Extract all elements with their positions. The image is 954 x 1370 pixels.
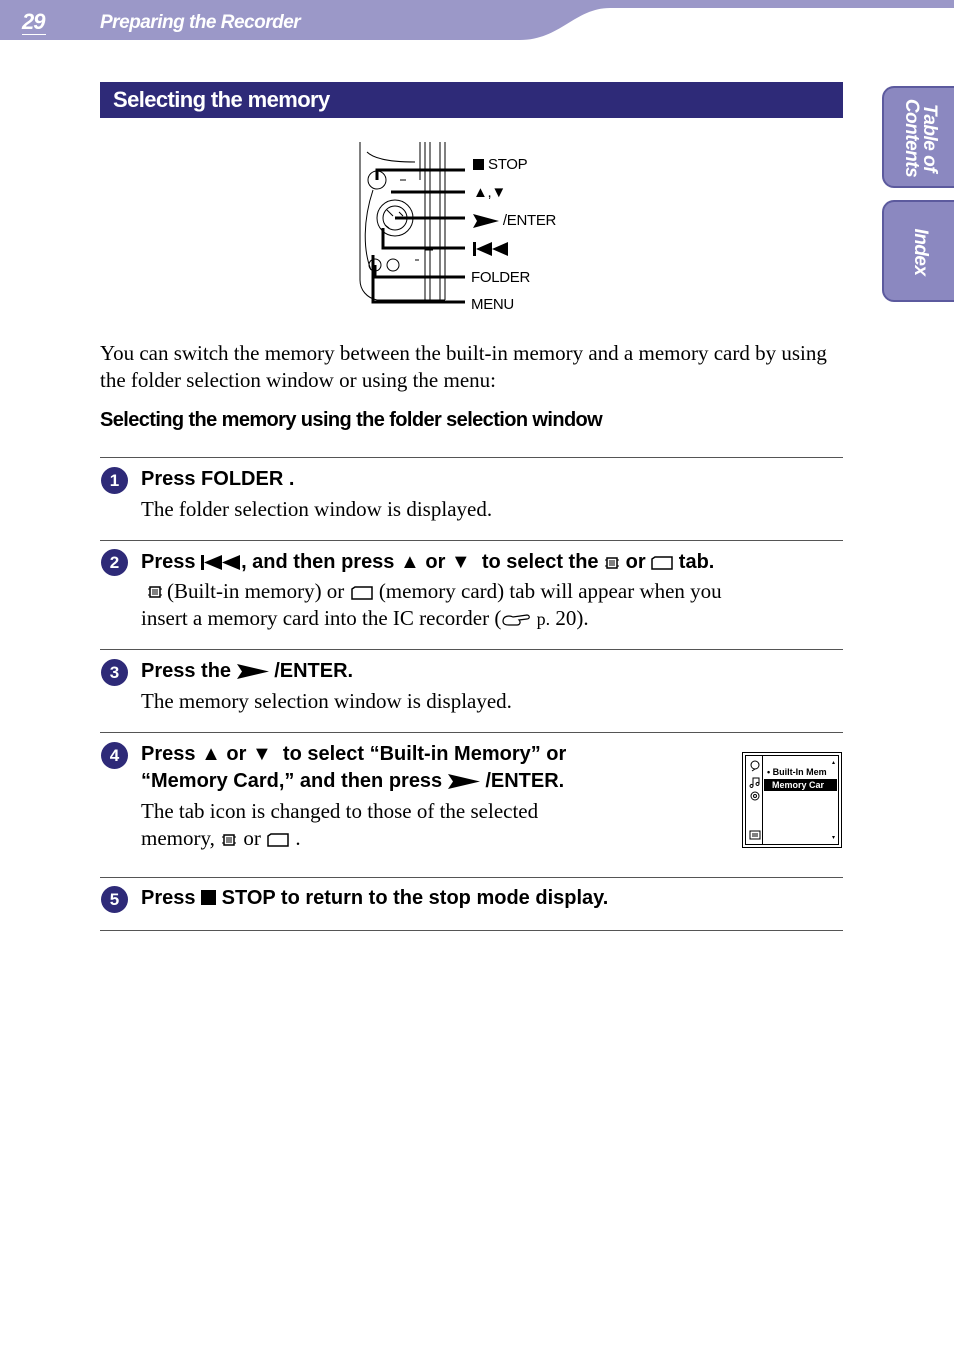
step-number: 4: [101, 742, 128, 769]
rewind-icon: [473, 242, 509, 256]
memory-card-icon: [266, 832, 290, 848]
step-number: 2: [101, 549, 128, 576]
page-number-underline: [22, 34, 46, 35]
up-arrow-icon: ▲: [400, 551, 420, 573]
intro-paragraph: You can switch the memory between the built-in memory and a memory card by using the folder selection window or using the menu:: [100, 341, 827, 392]
built-in-memory-icon: [220, 832, 238, 848]
step-2-title: Press , and then press ▲ or ▼ to select the or tab.: [141, 551, 715, 573]
stop-label: STOP: [473, 156, 527, 173]
step-number: 1: [101, 467, 128, 494]
built-in-memory-icon: [749, 830, 761, 840]
down-arrow-icon: ▼: [251, 743, 272, 765]
sub-heading: Selecting the memory using the folder selection window: [100, 409, 603, 431]
index-tab-label: Index: [910, 228, 931, 276]
lcd-display-illustration: [742, 752, 842, 848]
recorder-illustration: [355, 140, 575, 313]
memory-card-icon: [651, 556, 673, 570]
up-arrow-icon: ▲: [201, 743, 221, 765]
step-divider: [100, 540, 843, 541]
lcd-scroll-down-icon: ▾: [831, 835, 835, 841]
step-number: 5: [101, 886, 128, 913]
up-down-label: ▲,▼: [473, 184, 506, 201]
step-4-description-line2: memory, or .: [141, 826, 301, 850]
rewind-icon: [201, 555, 241, 570]
play-icon: [473, 214, 499, 228]
rewind-label: [473, 240, 509, 257]
step-2-description-line2: insert a memory card into the IC recorder ( p. 20).: [141, 606, 589, 630]
down-arrow-icon: ▼: [450, 551, 471, 573]
step-3-title: Press the /ENTER.: [141, 660, 354, 682]
chapter-title: Preparing the Recorder: [100, 12, 301, 33]
play-icon: [237, 664, 269, 679]
section-title-bar: [100, 82, 843, 118]
lcd-item-memory-card-selected: Memory Car: [764, 779, 837, 791]
step-4-title-line1: Press ▲ or ▼ to select “Built-in Memory” or: [141, 743, 567, 765]
step-1-title: Press FOLDER .: [141, 468, 295, 490]
folder-label: FOLDER: [471, 269, 531, 286]
step-3-description: The memory selection window is displayed.: [141, 689, 512, 713]
enter-label: /ENTER: [473, 212, 556, 229]
stop-icon: [473, 159, 484, 170]
step-4-description-line1: The tab icon is changed to those of the selected: [141, 799, 539, 823]
lcd-scroll-up-icon: ▴: [831, 760, 835, 766]
up-arrow-icon: ▲: [473, 184, 488, 201]
table-of-contents-tab[interactable]: [882, 86, 954, 188]
step-number: 3: [101, 659, 128, 686]
step-divider: [100, 649, 843, 650]
step-divider: [100, 877, 843, 878]
page-number: 29: [22, 9, 45, 34]
step-2-description-line1: (Built-in memory) or (memory card) tab will appear when you: [141, 578, 722, 605]
built-in-memory-icon: [141, 584, 167, 600]
step-divider: [100, 930, 843, 931]
down-arrow-icon: ▼: [491, 184, 506, 201]
step-divider: [100, 457, 843, 458]
step-5-title: Press STOP to return to the stop mode display.: [141, 887, 609, 909]
play-icon: [448, 774, 480, 789]
memory-card-icon: [350, 585, 374, 601]
lcd-item-built-in: • Built-In Mem: [767, 767, 827, 777]
menu-label: MENU: [471, 296, 514, 313]
lcd-tab-icons: [749, 760, 763, 802]
step-divider: [100, 732, 843, 733]
index-tab[interactable]: [882, 200, 954, 302]
stop-icon: [201, 890, 216, 905]
step-4-title-line2: “Memory Card,” and then press /ENTER.: [141, 770, 565, 792]
lcd-divider: [762, 756, 763, 844]
toc-tab-label: Table of Contents: [901, 98, 940, 178]
pointing-hand-icon: [501, 611, 531, 629]
step-1-description: The folder selection window is displayed.: [141, 497, 493, 521]
lcd-screen: [745, 755, 839, 845]
section-title: Selecting the memory: [113, 87, 330, 112]
built-in-memory-icon: [604, 556, 620, 570]
